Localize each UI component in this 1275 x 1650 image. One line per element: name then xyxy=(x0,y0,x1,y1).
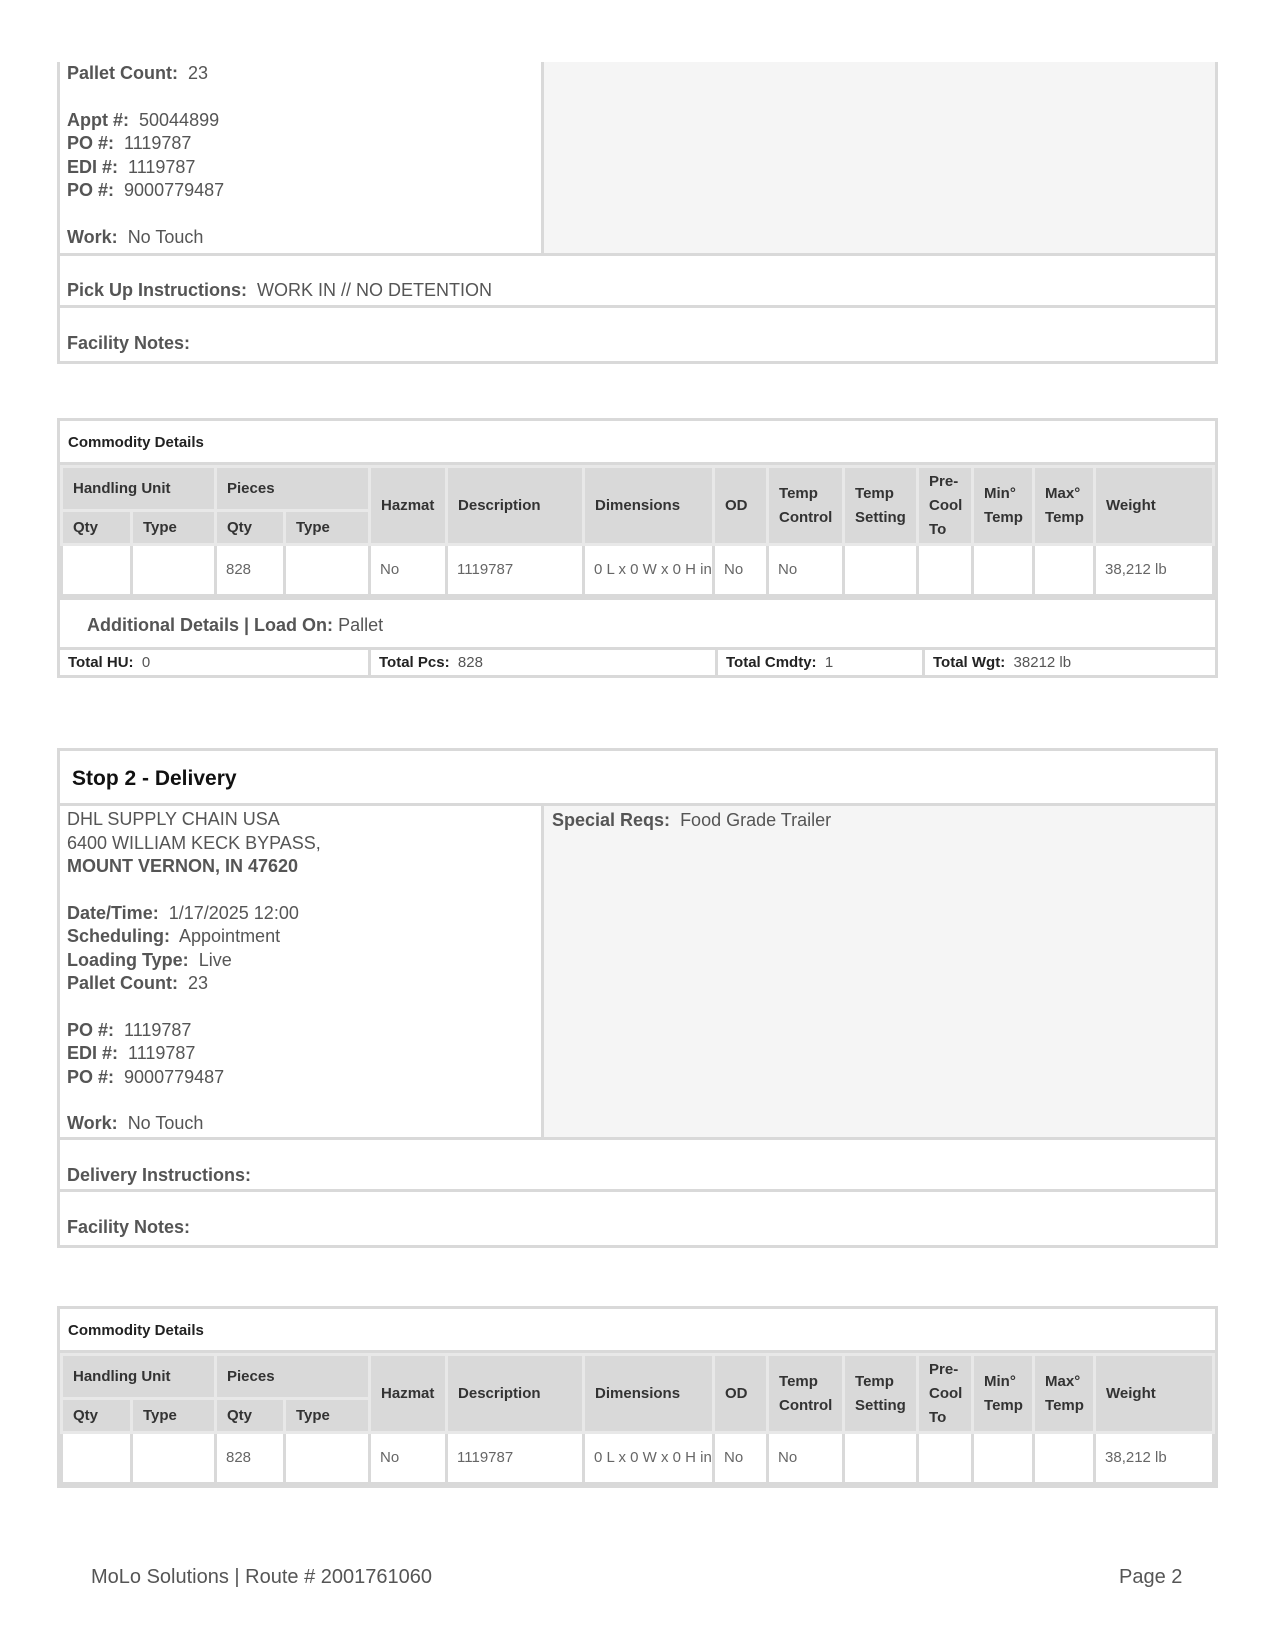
cell-weight: 38,212 lb xyxy=(1095,1433,1214,1484)
cell-pcs-qty: 828 xyxy=(216,545,285,596)
additional-details-row xyxy=(60,597,1215,647)
pickup-instructions-row xyxy=(60,253,1215,305)
loading-type-label: Loading Type: xyxy=(67,949,189,970)
work-label: Work: xyxy=(67,226,118,247)
header-handling-unit: Handling Unit xyxy=(62,467,216,511)
cell-max-temp xyxy=(1034,545,1095,596)
header-temp-setting: Temp Setting xyxy=(844,467,918,545)
po-label: PO #: xyxy=(67,1019,115,1040)
total-pcs-value: 828 xyxy=(457,654,483,671)
additional-details-label: Additional Details | Load On: xyxy=(87,615,334,635)
stop1-details xyxy=(60,62,544,253)
stop2-delivery xyxy=(57,748,1218,1248)
cell-temp-setting xyxy=(844,545,918,596)
header-weight: Weight xyxy=(1095,467,1214,545)
cell-hu-type xyxy=(132,545,216,596)
cell-temp-control: No xyxy=(768,545,844,596)
datetime-label: Date/Time: xyxy=(67,902,159,923)
po-value: 1119787 xyxy=(124,1019,192,1040)
cell-max-temp xyxy=(1034,1433,1095,1484)
cell-dimensions: 0 L x 0 W x 0 H in xyxy=(584,1433,714,1484)
facility-notes-row xyxy=(60,1189,1215,1245)
header-pieces: Pieces xyxy=(216,467,370,511)
delivery-instructions-row xyxy=(60,1137,1215,1189)
pallet-count-row xyxy=(67,972,321,996)
special-reqs-value: Food Grade Trailer xyxy=(680,810,832,830)
datetime-value: 1/17/2025 12:00 xyxy=(168,902,299,923)
pickup-value: WORK IN // NO DETENTION xyxy=(257,280,493,300)
loading-type-value: Live xyxy=(198,949,232,970)
edi-row xyxy=(67,1042,321,1066)
header-handling-unit: Handling Unit xyxy=(62,1355,216,1399)
header-pcs-type: Type xyxy=(285,1399,370,1433)
company-name: DHL SUPPLY CHAIN USA xyxy=(67,809,280,829)
special-reqs-row xyxy=(552,809,1215,833)
header-hazmat: Hazmat xyxy=(370,1355,447,1433)
edi-label: EDI #: xyxy=(67,156,119,177)
cell-description: 1119787 xyxy=(447,545,584,596)
facility-notes-label: Facility Notes: xyxy=(67,333,191,353)
special-reqs-label: Special Reqs: xyxy=(552,810,671,830)
pallet-count-label: Pallet Count: xyxy=(67,973,178,993)
edi-label: EDI #: xyxy=(67,1043,119,1063)
cell-description: 1119787 xyxy=(447,1433,584,1484)
commodity-title: Commodity Details xyxy=(60,1309,1215,1353)
facility-notes-label: Facility Notes: xyxy=(67,1217,191,1237)
work-row xyxy=(67,226,224,250)
po-value: 1119787 xyxy=(124,133,192,153)
cell-precool xyxy=(918,545,973,596)
header-temp-setting: Temp Setting xyxy=(844,1355,918,1433)
stop2-title: Stop 2 - Delivery xyxy=(60,751,1215,806)
header-dimensions: Dimensions xyxy=(584,467,714,545)
table-row xyxy=(62,545,1214,596)
total-hu-label: Total HU: xyxy=(68,654,134,671)
commodity-title: Commodity Details xyxy=(60,421,1215,465)
appt-label: Appt #: xyxy=(67,109,129,130)
header-precool: Pre-Cool To xyxy=(918,467,973,545)
stop1-continuation xyxy=(57,62,1218,364)
po2-value: 9000779487 xyxy=(124,180,225,200)
totals-row xyxy=(60,647,1215,675)
appt-row xyxy=(67,109,224,133)
load-on-value: Pallet xyxy=(338,615,384,635)
commodity-details-2 xyxy=(57,1306,1218,1488)
loading-type-row xyxy=(67,949,321,973)
total-hu xyxy=(60,650,371,675)
cell-hazmat: No xyxy=(370,545,447,596)
edi-value: 1119787 xyxy=(128,1043,196,1063)
scheduling-value: Appointment xyxy=(179,926,281,946)
header-weight: Weight xyxy=(1095,1355,1214,1433)
city-state-zip: MOUNT VERNON, IN 47620 xyxy=(67,856,299,876)
header-hu-type: Type xyxy=(132,1399,216,1433)
po-row xyxy=(67,132,224,156)
header-pcs-qty: Qty xyxy=(216,511,285,545)
pallet-count-value: 23 xyxy=(188,63,209,83)
stop2-details xyxy=(60,806,544,1137)
header-precool: Pre-Cool To xyxy=(918,1355,973,1433)
cell-hu-qty xyxy=(62,545,132,596)
header-min-temp: Min° Temp xyxy=(973,467,1034,545)
work-row xyxy=(67,1112,321,1136)
delivery-instructions-label: Delivery Instructions: xyxy=(67,1165,252,1185)
header-pcs-type: Type xyxy=(285,511,370,545)
header-pcs-qty: Qty xyxy=(216,1399,285,1433)
po-row xyxy=(67,1019,321,1043)
cell-pcs-type xyxy=(285,545,370,596)
special-reqs-panel xyxy=(544,806,1215,1137)
pickup-label: Pick Up Instructions: xyxy=(67,280,248,300)
cell-dimensions: 0 L x 0 W x 0 H in xyxy=(584,545,714,596)
cell-temp-control: No xyxy=(768,1433,844,1484)
total-pcs-label: Total Pcs: xyxy=(379,654,450,671)
footer-page-number: Page 2 xyxy=(1119,1566,1183,1588)
table-row xyxy=(62,1433,1214,1484)
cell-od: No xyxy=(714,1433,768,1484)
pallet-count-row xyxy=(67,62,224,86)
cell-temp-setting xyxy=(844,1433,918,1484)
pallet-count-label: Pallet Count: xyxy=(67,63,178,83)
work-value: No Touch xyxy=(127,226,204,247)
header-od: OD xyxy=(714,467,768,545)
datetime-row xyxy=(67,902,321,926)
scheduling-row xyxy=(67,925,321,949)
cell-hazmat: No xyxy=(370,1433,447,1484)
cell-od: No xyxy=(714,545,768,596)
commodity-table xyxy=(60,465,1215,597)
header-min-temp: Min° Temp xyxy=(973,1355,1034,1433)
total-pcs xyxy=(371,650,718,675)
total-cmdty xyxy=(718,650,925,675)
header-description: Description xyxy=(447,1355,584,1433)
cell-precool xyxy=(918,1433,973,1484)
cell-weight: 38,212 lb xyxy=(1095,545,1214,596)
header-description: Description xyxy=(447,467,584,545)
cell-pcs-qty: 828 xyxy=(216,1433,285,1484)
po2-label: PO #: xyxy=(67,180,115,200)
cell-min-temp xyxy=(973,545,1034,596)
po2-row xyxy=(67,1066,321,1090)
header-dimensions: Dimensions xyxy=(584,1355,714,1433)
edi-row xyxy=(67,156,224,180)
appt-value: 50044899 xyxy=(139,109,220,130)
header-hu-qty: Qty xyxy=(62,1399,132,1433)
header-hu-type: Type xyxy=(132,511,216,545)
header-hu-qty: Qty xyxy=(62,511,132,545)
po2-value: 9000779487 xyxy=(124,1066,225,1087)
footer-route: MoLo Solutions | Route # 2001761060 xyxy=(91,1566,433,1588)
header-pieces: Pieces xyxy=(216,1355,370,1399)
facility-notes-row xyxy=(60,305,1215,361)
total-cmdty-label: Total Cmdty: xyxy=(726,654,817,671)
cell-min-temp xyxy=(973,1433,1034,1484)
po2-label: PO #: xyxy=(67,1066,115,1087)
cell-hu-type xyxy=(132,1433,216,1484)
cell-pcs-type xyxy=(285,1433,370,1484)
header-hazmat: Hazmat xyxy=(370,467,447,545)
header-od: OD xyxy=(714,1355,768,1433)
total-hu-value: 0 xyxy=(141,654,151,671)
total-cmdty-value: 1 xyxy=(824,654,834,671)
total-wgt-value: 38212 lb xyxy=(1013,654,1072,671)
header-temp-control: Temp Control xyxy=(768,1355,844,1433)
header-max-temp: Max° Temp xyxy=(1034,467,1095,545)
po2-row xyxy=(67,179,224,203)
po-label: PO #: xyxy=(67,133,115,153)
commodity-table xyxy=(60,1353,1215,1485)
commodity-details-1 xyxy=(57,418,1218,678)
pallet-count-value: 23 xyxy=(188,973,209,993)
work-label: Work: xyxy=(67,1113,118,1133)
cell-hu-qty xyxy=(62,1433,132,1484)
header-temp-control: Temp Control xyxy=(768,467,844,545)
work-value: No Touch xyxy=(127,1113,204,1133)
edi-value: 1119787 xyxy=(128,156,196,177)
header-max-temp: Max° Temp xyxy=(1034,1355,1095,1433)
street-address: 6400 WILLIAM KECK BYPASS, xyxy=(67,832,321,853)
total-wgt-label: Total Wgt: xyxy=(933,654,1006,671)
scheduling-label: Scheduling: xyxy=(67,926,170,946)
stop1-special-panel xyxy=(544,62,1215,253)
total-wgt xyxy=(925,650,1215,675)
